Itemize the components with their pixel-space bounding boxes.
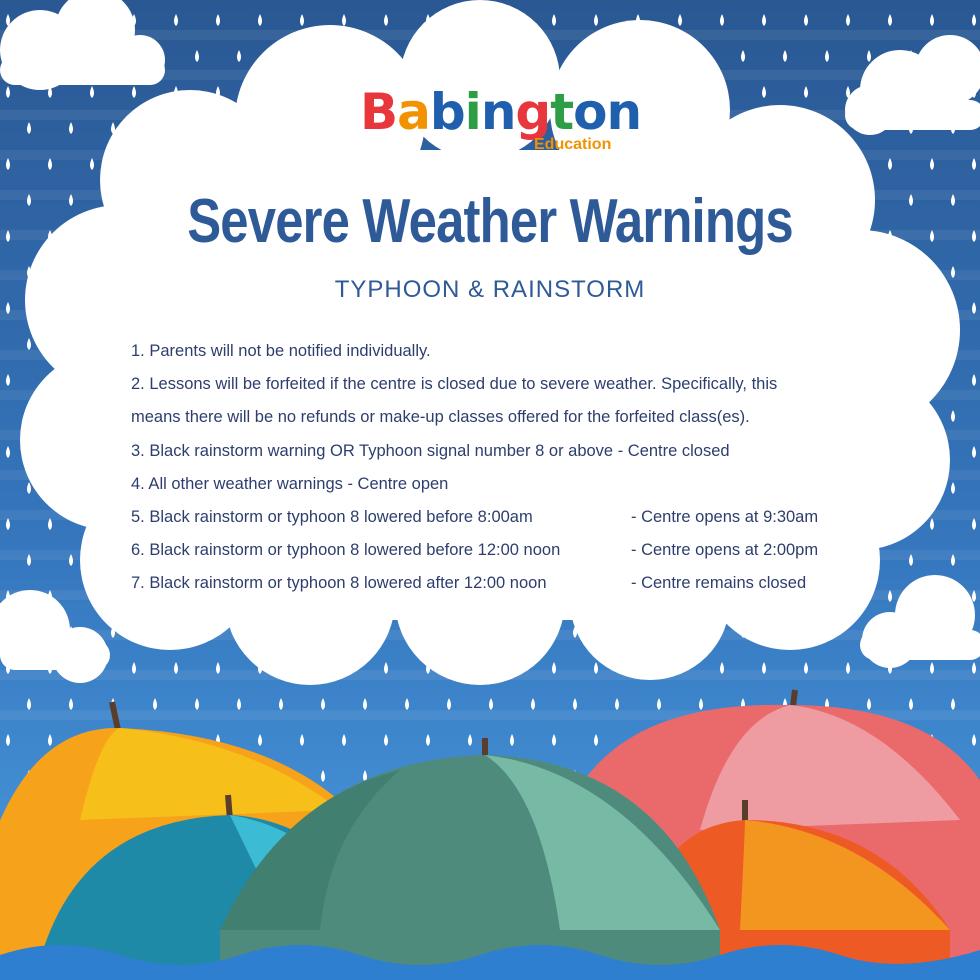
logo-letter: o bbox=[573, 83, 607, 141]
rule-result: - Centre opens at 9:30am bbox=[631, 508, 819, 526]
logo-letter: n bbox=[480, 83, 516, 141]
logo-letter: a bbox=[397, 83, 430, 141]
rule-item bbox=[131, 475, 448, 494]
rule-text: 2. Lessons will be forfeited if the centre is closed due to severe weather. Specifically, this bbox=[131, 375, 778, 393]
logo-letter: b bbox=[429, 83, 465, 141]
rule-item bbox=[131, 342, 431, 361]
brand-logo-subtitle: Education bbox=[534, 136, 612, 153]
rule-item bbox=[131, 375, 777, 394]
logo-letter: B bbox=[360, 83, 398, 141]
rule-text: 5. Black rainstorm or typhoon 8 lowered before 8:00am bbox=[131, 508, 533, 526]
rule-item bbox=[131, 574, 807, 593]
rule-item bbox=[131, 541, 819, 560]
rule-text: 7. Black rainstorm or typhoon 8 lowered after 12:00 noon bbox=[131, 574, 547, 592]
brand-logo-wordmark bbox=[360, 82, 641, 142]
page-subtitle: TYPHOON & RAINSTORM bbox=[334, 276, 646, 303]
rule-item bbox=[131, 408, 750, 427]
rule-text: 3. Black rainstorm warning OR Typhoon signal number 8 or above - Centre closed bbox=[131, 442, 730, 460]
logo-letter: g bbox=[515, 83, 551, 141]
logo-letter: i bbox=[464, 83, 481, 141]
rule-item bbox=[131, 442, 730, 461]
rule-text: 1. Parents will not be notified individually. bbox=[131, 342, 431, 360]
logo-letter: n bbox=[606, 83, 642, 141]
rule-text: 6. Black rainstorm or typhoon 8 lowered before 12:00 noon bbox=[131, 541, 561, 559]
rule-text: means there will be no refunds or make-up classes offered for the forfeited class(es). bbox=[131, 408, 750, 426]
rule-text: 4. All other weather warnings - Centre open bbox=[131, 475, 449, 493]
rule-result: - Centre opens at 2:00pm bbox=[631, 541, 819, 559]
brand-logo bbox=[360, 82, 642, 162]
page-title: Severe Weather Warnings bbox=[187, 187, 793, 256]
rule-result: - Centre remains closed bbox=[631, 574, 807, 592]
rule-item bbox=[131, 508, 819, 527]
logo-letter: t bbox=[550, 83, 574, 141]
